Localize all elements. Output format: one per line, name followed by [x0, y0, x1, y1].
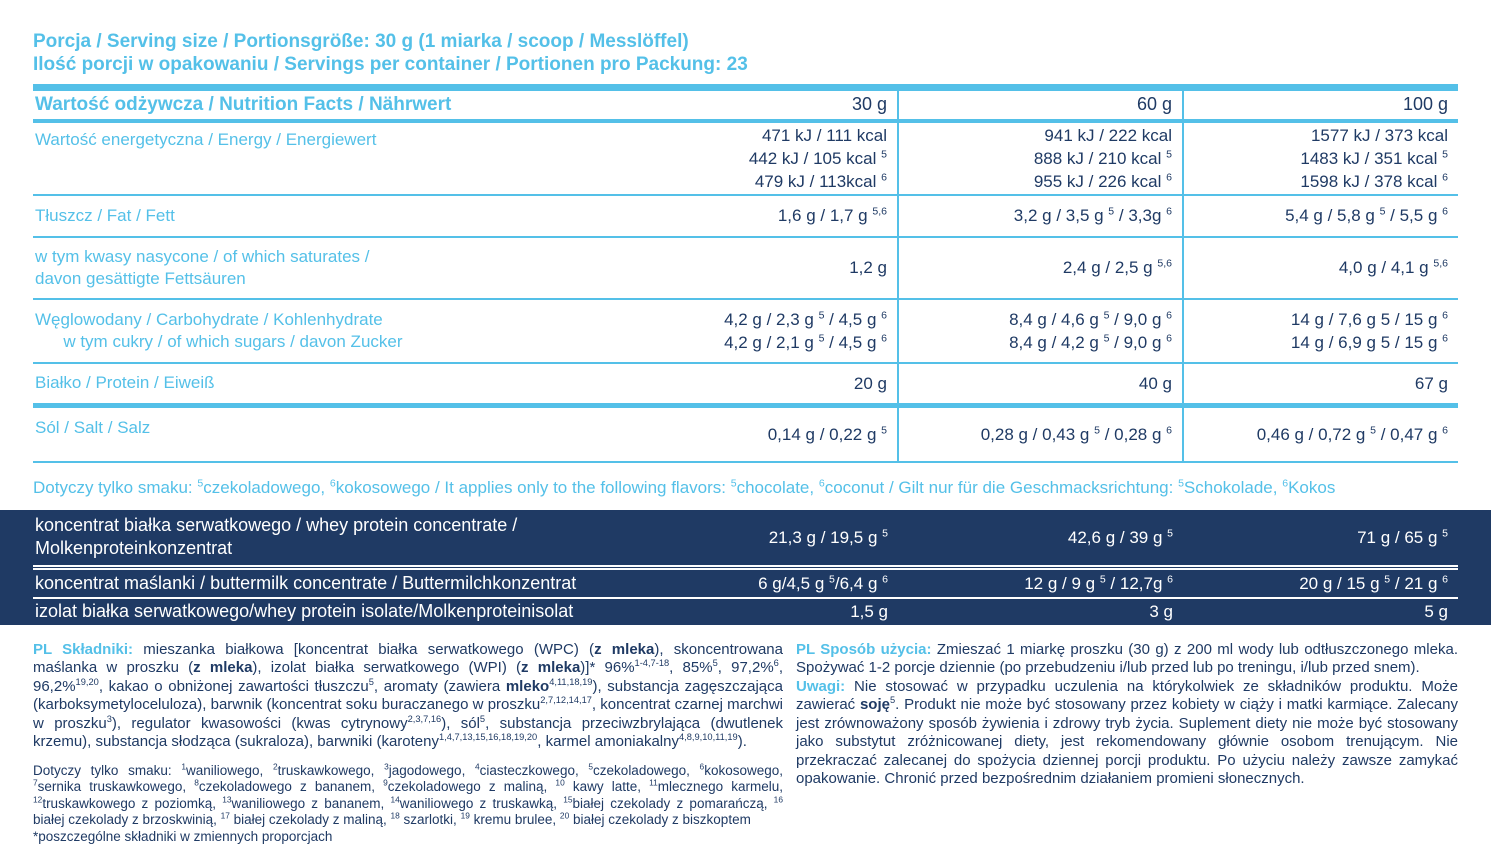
column-header-60g: 60 g — [898, 88, 1183, 121]
fat-value-100g: 5,4 g / 5,8 g $^5$ / 5,5 g $^6$ — [1183, 195, 1458, 237]
row-label-saturates: w tym kwasy nasycone / of which saturates / davon gesättigte Fettsäuren — [33, 237, 633, 299]
whey-isolate-value-100g: 5 g — [1183, 598, 1458, 625]
carbohydrate-value-60g: 8,4 g / 4,6 g $^5$ / 9,0 g $^6$ 8,4 g / 4,2 g $^5$ / 9,0 g $^6$ — [898, 299, 1183, 363]
salt-value-60g: 0,28 g / 0,43 g $^5$ / 0,28 g $^6$ — [898, 406, 1183, 462]
flavors-footnote-paragraph: Dotyczy tylko smaku: $^1$waniliowego, $^2$truskawkowego, $^3$jagodowego, $^4$ciasteczkowego, $^5$czekoladowego, $^6$kokosowego, $^7$sernika truskawkowego, $^8$czekoladowego z bananem, $^9$czekoladowego z maliną, $^{10}$ kawy latte, $^{11}$mlecznego karmelu, $^{12}$truskawkowego z poziomką, $^{13}$waniliowego z bananem, $^{14}$waniliowego z truskawką, $^{15}$białej czekolady z pomarańczą, $^{16}$ białej czekolady z brzoskwinią, $^{17}$ białej czekolady z maliną, $^{18}$ szarlotki, $^{19}$ kremu brulee, $^{20}$ białej czekolady z biszkoptem *poszczególne składniki w zmiennych proporcjach — [33, 763, 783, 845]
salt-value-100g: 0,46 g / 0,72 g $^5$ / 0,47 g $^6$ — [1183, 406, 1458, 462]
serving-info — [0, 0, 1491, 84]
protein-value-30g: 20 g — [633, 363, 898, 406]
protein-sources-table — [33, 510, 1458, 625]
footer-text-area — [0, 625, 1491, 845]
protein-value-100g: 67 g — [1183, 363, 1458, 406]
whey-concentrate-value-60g: 42,6 g / 39 g $^5$ — [898, 510, 1183, 568]
footer-left-column — [33, 641, 783, 845]
table-row-buttermilk-concentrate — [33, 568, 1458, 598]
buttermilk-value-100g: 20 g / 15 g $^5$ / 21 g $^6$ — [1183, 568, 1458, 598]
row-label-buttermilk-concentrate: koncentrat maślanki / buttermilk concentrate / Buttermilchkonzentrat — [33, 568, 633, 598]
energy-value-60g: 941 kJ / 222 kcal 888 kJ / 210 kcal $^5$ 955 kJ / 226 kcal $^6$ — [898, 121, 1183, 195]
salt-value-30g: 0,14 g / 0,22 g $^5$ — [633, 406, 898, 462]
column-header-100g: 100 g — [1183, 88, 1458, 121]
table-row-saturates — [33, 237, 1458, 299]
warnings-paragraph: Uwagi: Nie stosować w przypadku uczulenia na którykolwiek ze składników produktu. Może zawierać soję$^5$. Produkt nie może być stosowany przez kobiety w ciąży i matki karmiące. Zalecany jest zrównoważony sposób żywienia i zdrowy tryb życia. Suplement diety nie może być stosowany jako substytut zróżnicowanej diety, jest rekomendowany głównie osobom trenującym. Nie przekraczać zalecanej do spożycia dziennej porcji produktu. Po użyciu należy zawsze zamykać opakowanie. Chronić przed bezpośrednim działaniem promieni słonecznych. — [796, 678, 1458, 789]
row-label-whey-isolate: izolat białka serwatkowego/whey protein isolate/Molkenproteinisolat — [33, 598, 633, 625]
ingredients-paragraph: PL Składniki: mieszanka białkowa [koncentrat białka serwatkowego (WPC) (z mleka), skoncentrowana maślanka w proszku (z mleka), izolat białka serwatkowego (WPI) (z mleka)]* 96%$^{1-4,7-18}$, 85%$^5$, 97,2%$^6$, 96,2%$^{19,20}$, kakao o obniżonej zawartości tłuszczu$^5$, aromaty (zawiera mleko$^{4,11,18,19}$), substancja zagęszczająca (karboksymetyloceluloza), barwnik (koncentrat soku buraczanego w proszku$^{2,7,12,14,17}$, koncentrat czarnej marchwi w proszku$^3$), regulator kwasowości (kwas cytrynowy$^{2,3,7,16}$), sól$^5$, substancja przeciwzbrylająca (dwutlenek krzemu), substancja słodząca (sukraloza), barwniki (karoteny$^{1,4,7,13,15,16,18,19,20}$, karmel amoniakalny$^{4,8,9,10,11,19}$). — [33, 641, 783, 752]
table-row-carbohydrate — [33, 299, 1458, 363]
footer-right-column — [796, 641, 1458, 845]
energy-value-100g: 1577 kJ / 373 kcal 1483 kJ / 351 kcal $^5$ 1598 kJ / 378 kcal $^6$ — [1183, 121, 1458, 195]
carbohydrate-value-30g: 4,2 g / 2,3 g $^5$ / 4,5 g $^6$ 4,2 g / 2,1 g $^5$ / 4,5 g $^6$ — [633, 299, 898, 363]
flavor-applicability-note: Dotyczy tylko smaku: $^5$czekoladowego, $^6$kokosowego / It applies only to the following flavors: $^5$chocolate, $^6$coconut / Gilt nur für die Geschmacksrichtung: $^5$Schokolade, $^6$Kokos — [0, 463, 1491, 510]
table-row-whey-concentrate — [33, 510, 1458, 568]
table-row-whey-isolate — [33, 598, 1458, 625]
servings-per-container-line: Ilość porcji w opakowaniu / Servings per container / Portionen pro Packung: 23 — [33, 53, 1458, 76]
whey-concentrate-value-100g: 71 g / 65 g $^5$ — [1183, 510, 1458, 568]
column-header-30g: 30 g — [633, 88, 898, 121]
row-label-protein: Białko / Protein / Eiweiß — [33, 363, 633, 406]
usage-paragraph: PL Sposób użycia: Zmieszać 1 miarkę proszku (30 g) z 200 ml wody lub odtłuszczonego mleka. Spożywać 1-2 porcje dziennie (po przebudzeniu i/lub przed lub po treningu, i/lub przed snem). — [796, 641, 1458, 678]
whey-concentrate-value-30g: 21,3 g / 19,5 g $^5$ — [633, 510, 898, 568]
whey-isolate-value-60g: 3 g — [898, 598, 1183, 625]
buttermilk-value-30g: 6 g/4,5 g $^5$/6,4 g $^6$ — [633, 568, 898, 598]
buttermilk-value-60g: 12 g / 9 g $^5$ / 12,7g $^6$ — [898, 568, 1183, 598]
energy-value-30g: 471 kJ / 111 kcal 442 kJ / 105 kcal $^5$ 479 kJ / 113kcal $^6$ — [633, 121, 898, 195]
table-row-protein — [33, 363, 1458, 406]
table-row-energy — [33, 121, 1458, 195]
carbohydrate-value-100g: 14 g / 7,6 g 5 / 15 g $^6$ 14 g / 6,9 g 5 / 15 g $^6$ — [1183, 299, 1458, 363]
table-row-fat — [33, 195, 1458, 237]
table-row-salt — [33, 406, 1458, 462]
protein-value-60g: 40 g — [898, 363, 1183, 406]
saturates-value-30g: 1,2 g — [633, 237, 898, 299]
row-label-salt: Sól / Salt / Salz — [33, 406, 633, 462]
serving-size-line: Porcja / Serving size / Portionsgröße: 30 g (1 miarka / scoop / Messlöffel) — [33, 30, 1458, 53]
saturates-value-60g: 2,4 g / 2,5 g $^{5,6}$ — [898, 237, 1183, 299]
fat-value-30g: 1,6 g / 1,7 g $^{5,6}$ — [633, 195, 898, 237]
row-label-fat: Tłuszcz / Fat / Fett — [33, 195, 633, 237]
row-label-energy: Wartość energetyczna / Energy / Energiewert — [33, 121, 633, 195]
whey-isolate-value-30g: 1,5 g — [633, 598, 898, 625]
saturates-value-100g: 4,0 g / 4,1 g $^{5,6}$ — [1183, 237, 1458, 299]
nutrition-facts-table — [33, 84, 1458, 463]
protein-sources-band — [0, 510, 1491, 625]
nutrition-table-header-row — [33, 88, 1458, 121]
nutrition-table-wrap — [0, 84, 1491, 463]
fat-value-60g: 3,2 g / 3,5 g $^5$ / 3,3g $^6$ — [898, 195, 1183, 237]
row-label-whey-concentrate: koncentrat białka serwatkowego / whey protein concentrate / Molkenproteinkonzentrat — [33, 510, 633, 568]
nutrition-table-title: Wartość odżywcza / Nutrition Facts / Nährwert — [33, 88, 633, 121]
row-label-carbohydrate: Węglowodany / Carbohydrate / Kohlenhydrate w tym cukry / of which sugars / davon Zucker — [33, 299, 633, 363]
